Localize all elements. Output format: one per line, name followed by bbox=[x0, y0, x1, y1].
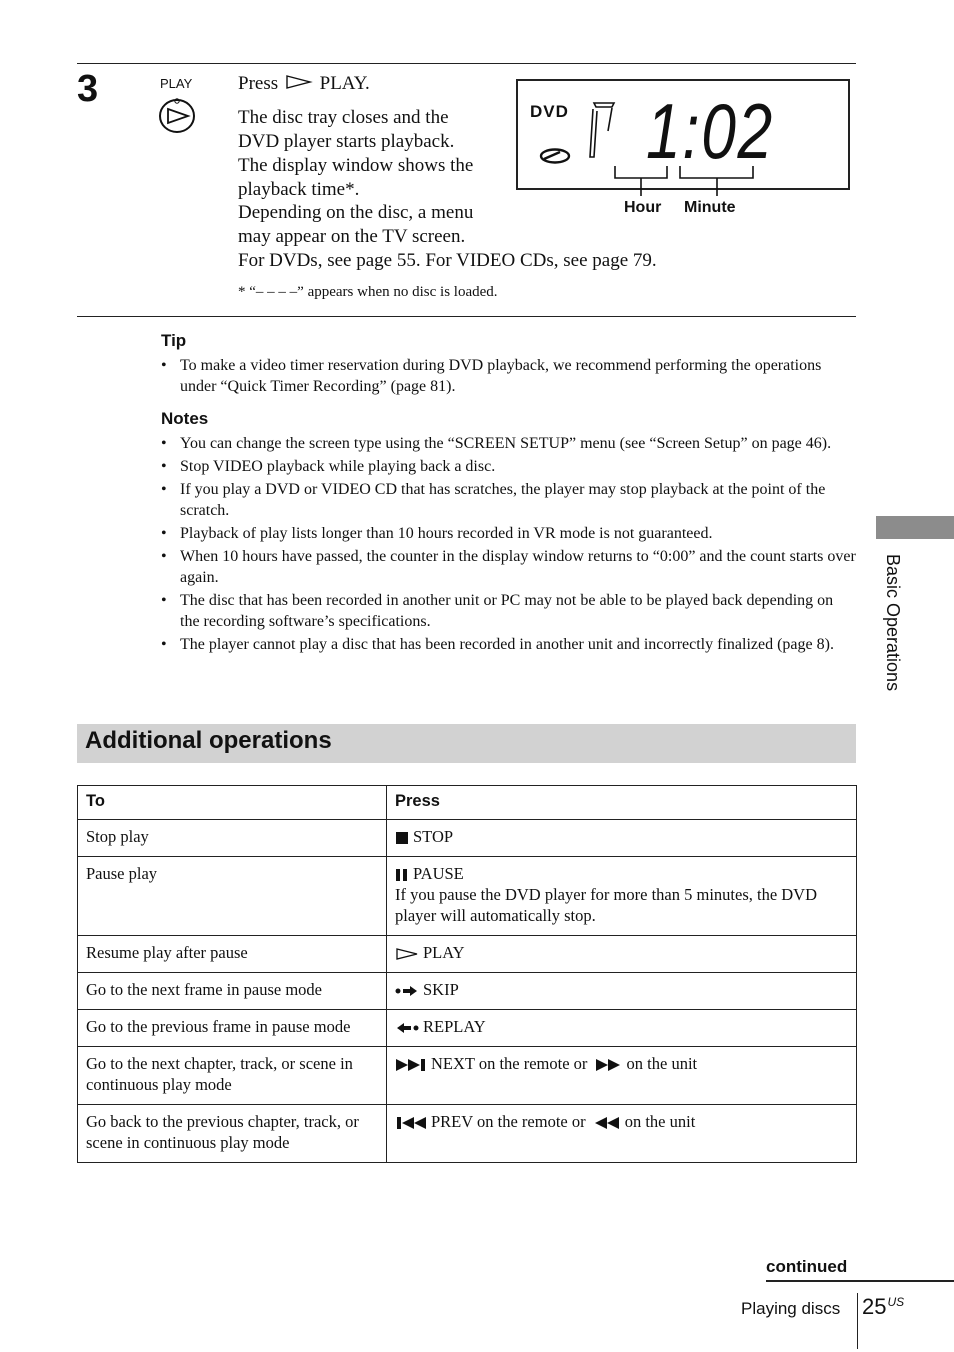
table-row bbox=[78, 1105, 857, 1163]
table-row bbox=[78, 820, 857, 857]
fast-forward-icon bbox=[595, 1058, 623, 1072]
list-item: • If you play a DVD or VIDEO CD that has scratches, the player may stop playback at the point of the scratch. bbox=[161, 479, 856, 521]
digit-segment-icon bbox=[588, 99, 618, 163]
press-cell bbox=[387, 1105, 857, 1163]
table-row bbox=[78, 857, 857, 936]
table-row bbox=[78, 1047, 857, 1105]
to-cell: Pause play bbox=[78, 857, 387, 936]
press-label: PLAY. bbox=[319, 73, 370, 94]
press-cell bbox=[387, 857, 857, 936]
tip-heading: Tip bbox=[161, 331, 187, 350]
press-cell bbox=[387, 1010, 857, 1047]
minute-label: Minute bbox=[684, 199, 736, 216]
pause-icon bbox=[395, 868, 409, 882]
prev-icon bbox=[395, 1116, 427, 1130]
step-line-5: Depending on the disc, a menu bbox=[238, 202, 474, 223]
table-row bbox=[78, 1010, 857, 1047]
dvd-indicator: DVD bbox=[530, 102, 569, 121]
step-line-3: The display window shows the bbox=[238, 155, 474, 176]
play-button-icon bbox=[158, 95, 198, 135]
table-row bbox=[78, 936, 857, 973]
press-label: PREV on the remote or bbox=[431, 1112, 586, 1131]
tip-list bbox=[161, 355, 856, 399]
disc-rotate-icon bbox=[538, 147, 572, 165]
side-tab-text: Basic Operations bbox=[883, 554, 903, 692]
replay-icon bbox=[395, 1022, 419, 1034]
list-item: • Playback of play lists longer than 10 hours recorded in VR mode is not guaranteed. bbox=[161, 523, 856, 544]
press-suffix: on the unit bbox=[626, 1054, 698, 1073]
step-line-2: DVD player starts playback. bbox=[238, 131, 455, 152]
press-cell bbox=[387, 1047, 857, 1105]
table-header-row bbox=[78, 786, 857, 820]
press-prefix: Press bbox=[238, 73, 279, 94]
list-item: • To make a video timer reservation during DVD playback, we recommend performing the operations under “Quick Timer Recording” (page 81). bbox=[161, 355, 856, 397]
press-detail: If you pause the DVD player for more than 5 minutes, the DVD player will automatically stop. bbox=[395, 885, 818, 925]
press-label: STOP bbox=[413, 827, 454, 846]
rewind-icon bbox=[593, 1116, 621, 1130]
to-cell: Go to the next chapter, track, or scene in continuous play mode bbox=[78, 1047, 387, 1105]
side-tab-marker bbox=[876, 516, 954, 539]
label-bracket-icon bbox=[613, 166, 758, 198]
list-item: • You can change the screen type using the “SCREEN SETUP” menu (see “Screen Setup” on page 46). bbox=[161, 433, 856, 454]
press-cell bbox=[387, 973, 857, 1010]
step-line-1: The disc tray closes and the bbox=[238, 107, 449, 128]
step-number: 3 bbox=[77, 68, 99, 110]
column-header-to: To bbox=[78, 786, 387, 820]
press-cell bbox=[387, 936, 857, 973]
to-cell: Go to the previous frame in pause mode bbox=[78, 1010, 387, 1047]
step-line-6: may appear on the TV screen. bbox=[238, 226, 466, 247]
step-line-7: For DVDs, see page 55. For VIDEO CDs, see page 79. bbox=[238, 250, 657, 271]
press-suffix: on the unit bbox=[624, 1112, 696, 1131]
press-line bbox=[238, 72, 370, 96]
footer-divider bbox=[857, 1293, 858, 1349]
skip-icon bbox=[395, 985, 419, 997]
step-bottom-rule bbox=[77, 316, 856, 317]
section-title: Additional operations bbox=[85, 727, 332, 754]
page-number bbox=[862, 1294, 904, 1320]
press-label: PLAY bbox=[423, 943, 465, 962]
play-icon bbox=[285, 74, 313, 90]
page-number-suffix: US bbox=[887, 1295, 905, 1309]
footnote: * “– – – –” appears when no disc is loaded. bbox=[238, 284, 498, 300]
hour-label: Hour bbox=[624, 199, 662, 216]
time-readout: 1:02 bbox=[646, 87, 774, 175]
press-label: SKIP bbox=[423, 980, 459, 999]
column-header-press: Press bbox=[387, 786, 857, 820]
play-button-label: PLAY bbox=[160, 76, 193, 91]
to-cell: Resume play after pause bbox=[78, 936, 387, 973]
footer-section-title: Playing discs bbox=[741, 1299, 841, 1318]
side-tab-label bbox=[870, 554, 903, 724]
operations-table bbox=[77, 785, 857, 1163]
page-number-value: 25 bbox=[862, 1294, 887, 1319]
next-icon bbox=[395, 1058, 427, 1072]
list-item: • The disc that has been recorded in another unit or PC may not be able to be played back depending on the recording software’s specifications. bbox=[161, 590, 856, 632]
to-cell: Go to the next frame in pause mode bbox=[78, 973, 387, 1010]
press-label: PAUSE bbox=[413, 864, 464, 883]
notes-heading: Notes bbox=[161, 409, 209, 428]
list-item: • When 10 hours have passed, the counter in the display window returns to “0:00” and the count starts over again. bbox=[161, 546, 856, 588]
press-cell bbox=[387, 820, 857, 857]
continued-label: continued bbox=[766, 1257, 848, 1276]
to-cell: Stop play bbox=[78, 820, 387, 857]
top-rule bbox=[77, 63, 856, 64]
press-label: REPLAY bbox=[423, 1017, 486, 1036]
to-cell: Go back to the previous chapter, track, or scene in continuous play mode bbox=[78, 1105, 387, 1163]
play-icon bbox=[395, 947, 419, 961]
stop-icon bbox=[395, 831, 409, 845]
step-line-4: playback time*. bbox=[238, 179, 360, 200]
list-item: • The player cannot play a disc that has been recorded in another unit and incorrectly finalized (page 8). bbox=[161, 634, 856, 655]
notes-list bbox=[161, 433, 856, 657]
continued-rule bbox=[766, 1280, 954, 1282]
press-label: NEXT on the remote or bbox=[431, 1054, 588, 1073]
table-row bbox=[78, 973, 857, 1010]
list-item: • Stop VIDEO playback while playing back a disc. bbox=[161, 456, 856, 477]
